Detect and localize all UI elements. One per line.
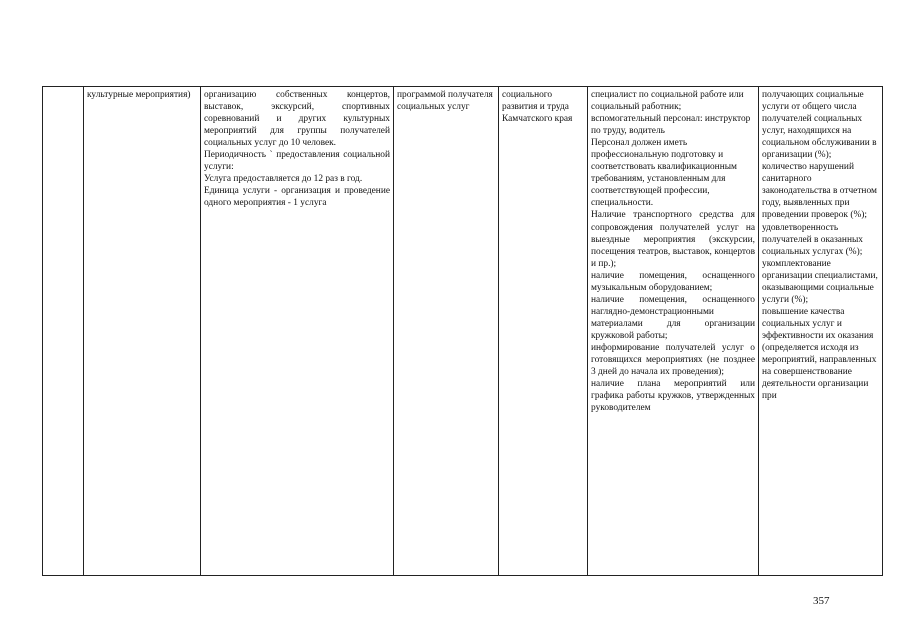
indicators-paragraph: повышение качества социальных услуг и эффективности их оказания (определяется исходя из мероприятий, направленных на совершенствование деятельности организации при <box>762 306 877 402</box>
conditions-paragraph: Персонал должен иметь профессиональную подготовку и соответствовать квалификационным требованиям, установленным для соответствующей профессии, специальности. <box>591 138 737 209</box>
content-paragraph: Единица услуги - организация и проведение одного мероприятия - 1 услуга <box>204 186 390 209</box>
content-paragraph: Услуга предоставляется до 12 раз в год. <box>204 174 363 185</box>
indicators-paragraph: удовлетворенность получателей в оказанных социальных услугах (%); <box>762 222 863 257</box>
cell-service-terms: социального развития и труда Камчатского края <box>499 87 588 576</box>
cell-service-name: культурные мероприятия) <box>84 87 201 576</box>
conditions-paragraph: информирование получателей услуг о готовящихся мероприятиях (не позднее 3 дней до начала их проведения); <box>591 342 755 378</box>
cell-quality-indicators <box>759 87 883 576</box>
conditions-paragraph: наличие плана мероприятий или графика работы кружков, утвержденных руководителем <box>591 379 755 414</box>
conditions-paragraph: вспомогательный персонал: инструктор по труду, водитель <box>591 114 751 137</box>
content-paragraph: Периодичность ` предоставления социальной услуги: <box>204 150 390 173</box>
conditions-paragraph: наличие помещения, оснащенного наглядно-демонстрационными материалами для организации кружковой работы; <box>591 294 755 341</box>
indicators-paragraph: количество нарушений санитарного законодательства в отчетном году, выявленных при проведении проверок (%); <box>762 162 877 221</box>
cell-service-content <box>201 87 394 576</box>
content-paragraph: организацию собственных концертов, выставок, экскурсий, спортивных соревнований и других культурных мероприятий для группы получателей социальных услуг до 10 человек. <box>204 90 390 149</box>
conditions-paragraph: специалист по социальной работе или социальный работник; <box>591 90 744 113</box>
indicators-paragraph: укомплектование организации специалистами, оказывающими социальные услуги (%); <box>762 258 878 305</box>
page-number: 357 <box>813 595 830 607</box>
cell-number <box>43 87 84 576</box>
cell-service-volume: программой получателя социальных услуг <box>394 87 499 576</box>
table-row <box>43 87 883 576</box>
services-table <box>42 86 883 576</box>
conditions-paragraph: Наличие транспортного средства для сопровождения получателей услуг на выездные мероприятия (экскурсии, посещения театров, выставок, концертов и пр.); <box>591 210 755 269</box>
conditions-paragraph: наличие помещения, оснащенного музыкальным оборудованием; <box>591 270 755 293</box>
cell-service-conditions <box>588 87 759 576</box>
indicators-paragraph: получающих социальные услуги от общего числа получателей социальных услуг, находящихся на социальном обслуживании в организации (%); <box>762 90 877 161</box>
